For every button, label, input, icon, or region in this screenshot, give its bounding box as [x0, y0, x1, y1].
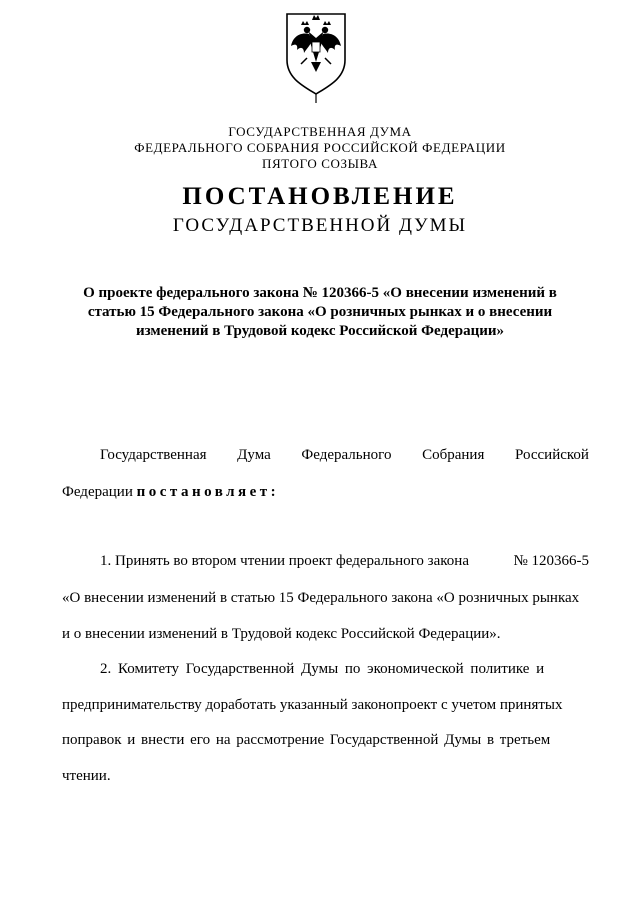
russian-coat-of-arms-icon: [283, 8, 349, 104]
item-1-line-2: «О внесении изменений в статью 15 Федерального закона «О розничных рынках: [62, 590, 580, 606]
subject-line-1: О проекте федерального закона № 120366-5 «О внесении изменений в: [83, 285, 557, 301]
organization-line-1: ГОСУДАРСТВЕННАЯ ДУМА: [228, 124, 412, 139]
subject-line-3: изменений в Трудовой кодекс Российской Федерации»: [135, 323, 505, 339]
document-subject: [40, 284, 600, 341]
item-2-line-3: поправок и внести его на рассмотрение Государственной Думы в третьем: [62, 732, 551, 748]
organization-line-3: ПЯТОГО СОЗЫВА: [262, 156, 378, 171]
organization-line-2: ФЕДЕРАЛЬНОГО СОБРАНИЯ РОССИЙСКОЙ ФЕДЕРАЦИИ: [134, 140, 506, 155]
item-2-line-1: 2. Комитету Государственной Думы по экономической политике и: [100, 661, 545, 677]
preamble-line-2: [62, 483, 590, 501]
item-2-line-2: предпринимательству доработать указанный законопроект с учетом принятых: [62, 697, 563, 713]
preamble-word: Собрания: [422, 447, 485, 463]
preamble-federation: Федерации: [62, 484, 133, 500]
item-2-line-4: чтении.: [62, 768, 111, 784]
item-1-bill-number: № 120366-5: [513, 553, 589, 569]
preamble-word: Дума: [237, 447, 271, 463]
subject-line-2: статью 15 Федерального закона «О розничных рынках и о внесении: [87, 304, 553, 320]
preamble-line-1: [100, 446, 589, 464]
preamble-resolves: постановляет:: [136, 484, 280, 500]
preamble-word: Федерального: [301, 447, 392, 463]
item-1-line-1: [100, 552, 589, 570]
preamble-word: Государственная: [100, 447, 207, 463]
item-1-text-start: 1. Принять во втором чтении проект федерального закона: [100, 553, 469, 569]
document-type-subtitle: ГОСУДАРСТВЕННОЙ ДУМЫ: [172, 215, 468, 236]
item-1-line-3: и о внесении изменений в Трудовой кодекс Российской Федерации».: [62, 626, 501, 642]
preamble-word: Российской: [515, 447, 589, 463]
document-type-title: ПОСТАНОВЛЕНИЕ: [182, 183, 458, 210]
